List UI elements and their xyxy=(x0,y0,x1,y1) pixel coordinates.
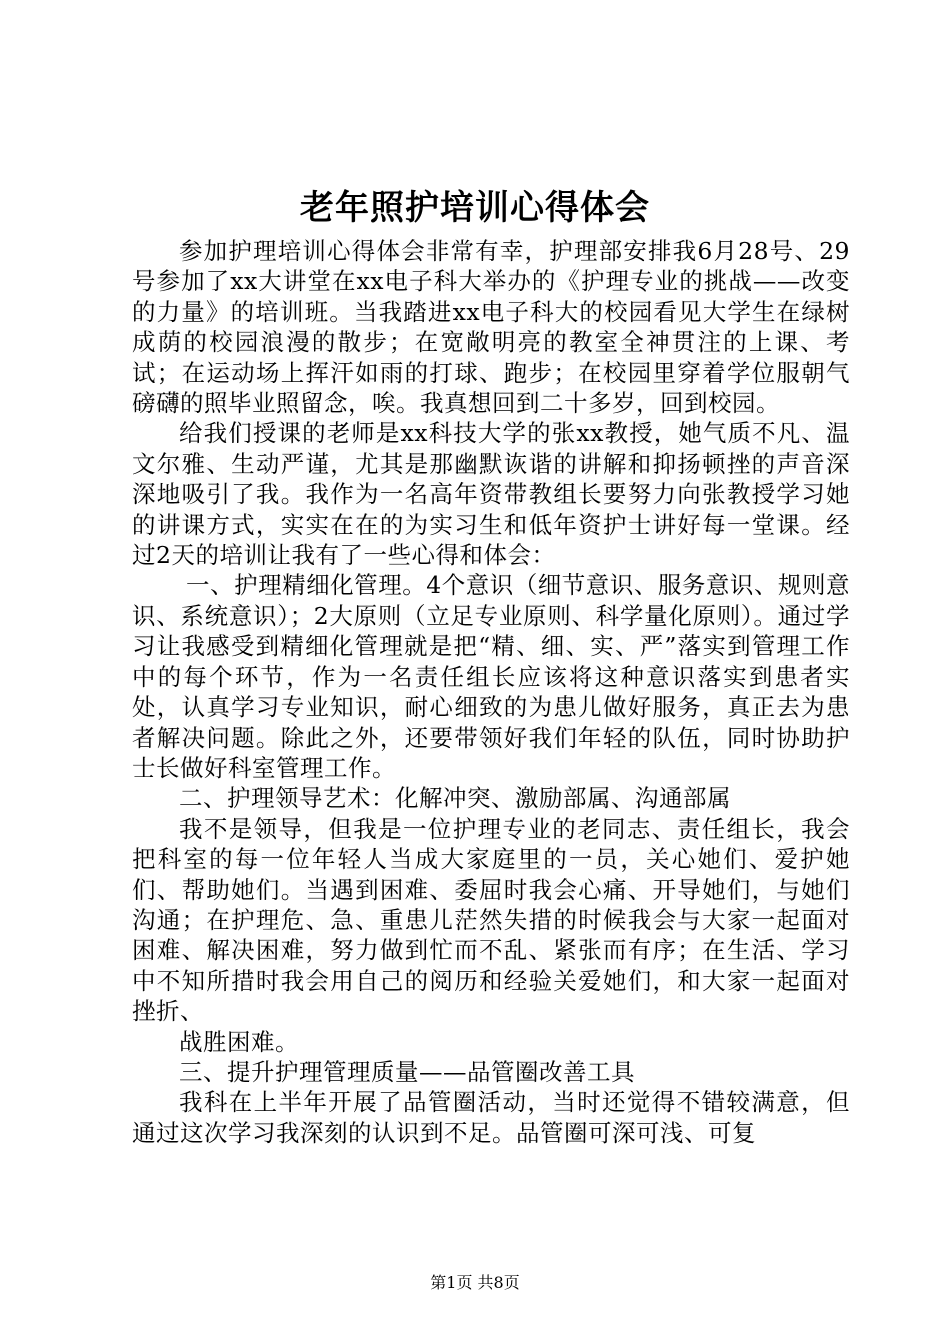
section-heading: 三、提升护理管理质量——品管圈改善工具 xyxy=(179,1057,635,1086)
paragraph: 给我们授课的老师是xx科技大学的张xx教授，她气质不凡、温文尔雅、生动严谨，尤其是那幽默诙谐的讲解和抑扬顿挫的声音深深地吸引了我。我作为一名高年资带教组长要努力向张教授学习她的讲课方式，实实在在的为实习生和低年资护士讲好每一堂课。经过2天的培训让我有了一些心得和体会： xyxy=(132,419,850,570)
document-title: 老年照护培训心得体会 xyxy=(300,188,650,228)
document-body xyxy=(132,236,850,1148)
paragraph: 参加护理培训心得体会非常有幸，护理部安排我6月28号、29号参加了xx大讲堂在xx电子科大举办的《护理专业的挑战——改变的力量》的培训班。当我踏进xx电子科大的校园看见大学生在绿树成荫的校园浪漫的散步；在宽敞明亮的教室全神贯注的上课、考试；在运动场上挥汗如雨的打球、跑步；在校园里穿着学位服朝气磅礴的照毕业照留念，唉。我真想回到二十多岁，回到校园。 xyxy=(132,237,850,418)
paragraph: 战胜困难。 xyxy=(179,1027,299,1056)
paragraph: 一、护理精细化管理。4个意识（细节意识、服务意识、规则意识、系统意识）；2大原则（立足专业原则、科学量化原则）。通过学习让我感受到精细化管理就是把“精、细、实、严”落实到管理工作中的每个环节，作为一名责任组长应该将这种意识落实到患者实处，认真学习专业知识，耐心细致的为患儿做好服务，真正去为患者解决问题。除此之外，还要带领好我们年轻的队伍，同时协助护士长做好科室管理工作。 xyxy=(132,571,850,782)
paragraph: 我不是领导，但我是一位护理专业的老同志、责任组长，我会把科室的每一位年轻人当成大家庭里的一员，关心她们、爱护她们、帮助她们。当遇到困难、委屈时我会心痛、开导她们，与她们沟通；在护理危、急、重患儿茫然失措的时候我会与大家一起面对困难、解决困难，努力做到忙而不乱、紧张而有序；在生活、学习中不知所措时我会用自己的阅历和经验关爱她们，和大家一起面对挫折、 xyxy=(132,814,850,1026)
paragraph: 我科在上半年开展了品管圈活动，当时还觉得不错较满意，但通过这次学习我深刻的认识到不足。品管圈可深可浅、可复 xyxy=(132,1088,850,1147)
page-footer: 第1页 共8页 xyxy=(430,1273,520,1292)
section-heading: 二、护理领导艺术：化解冲突、激励部属、沟通部属 xyxy=(179,784,731,813)
